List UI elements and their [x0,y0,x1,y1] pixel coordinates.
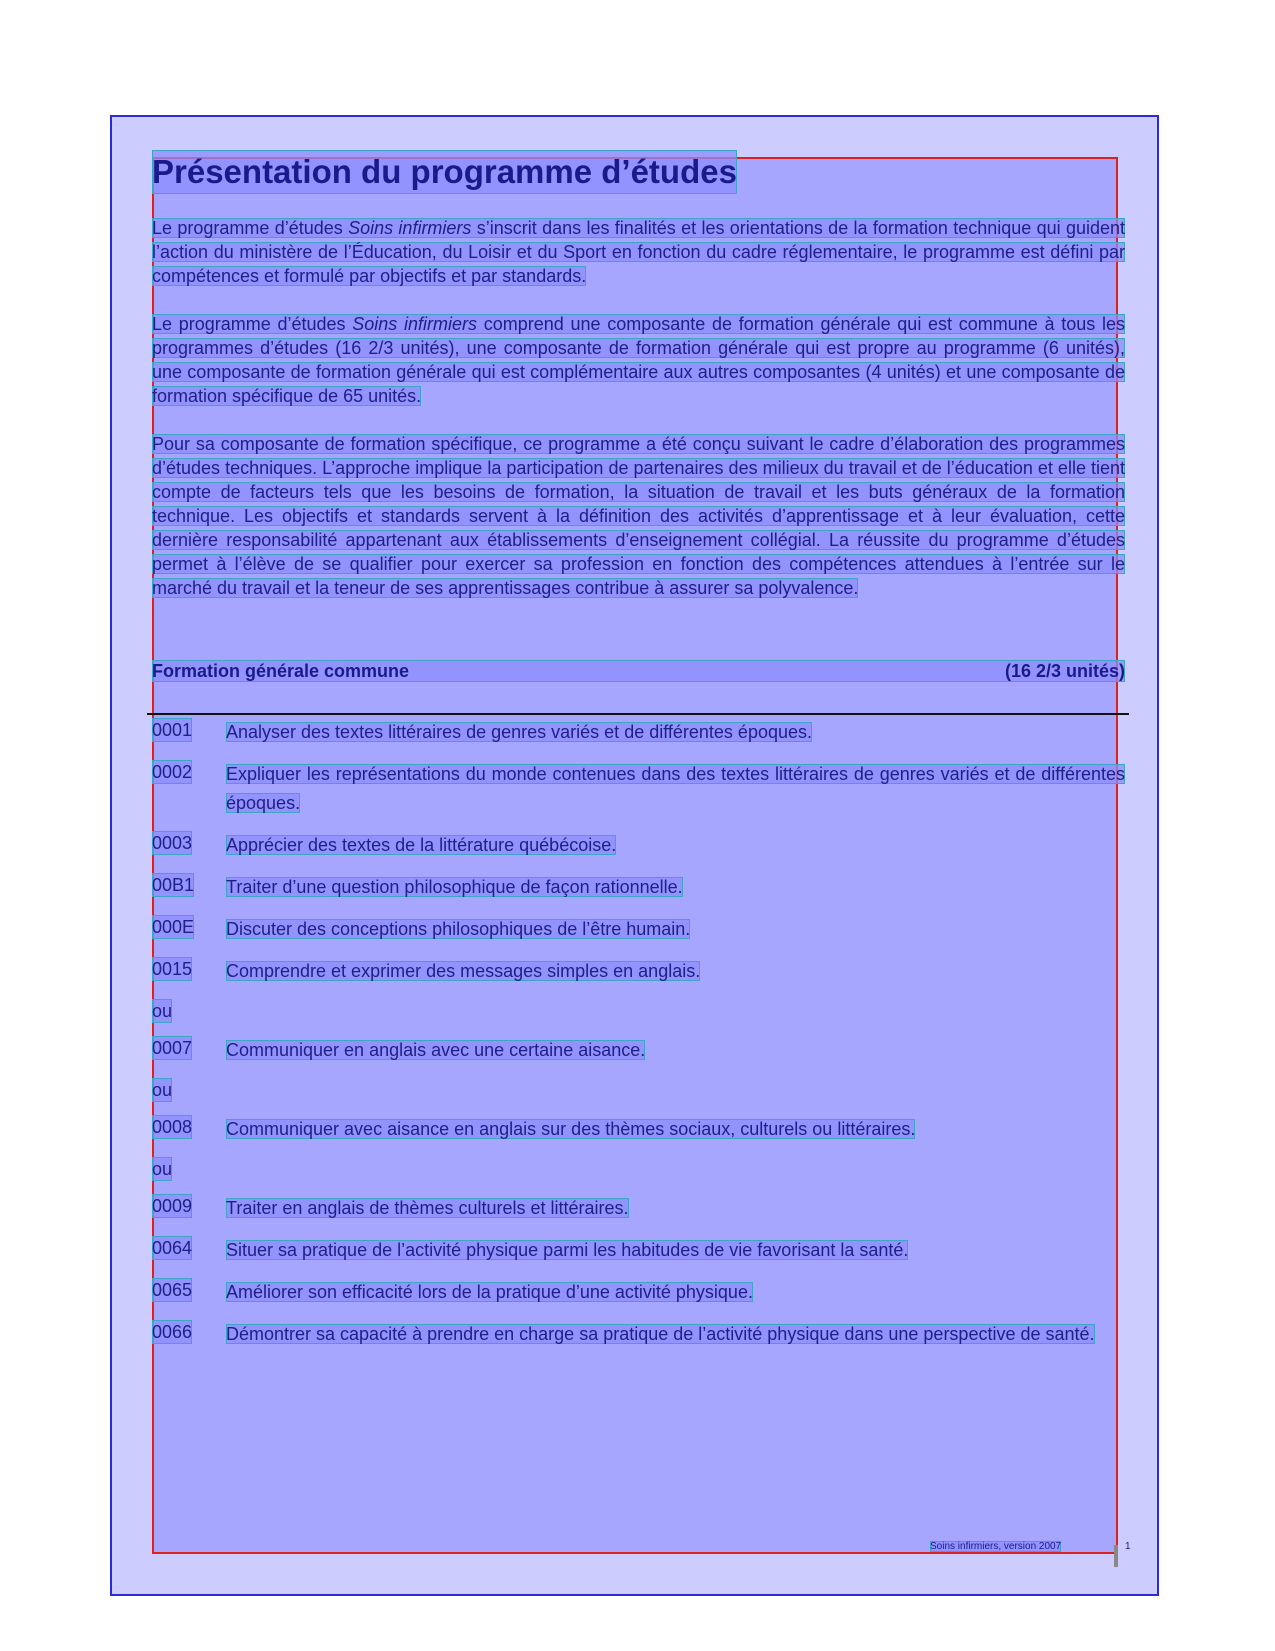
paragraph-specific [152,432,1125,600]
paragraph-composition [152,312,1125,408]
paragraph-specific-text: Pour sa composante de formation spécifique, ce programme a été conçu suivant le cadre d’élaboration des programmes d’études techniques. L’approche implique la participation de partenaires des milieux du travail et de l’éducation et elle tient compte de facteurs tels que les besoins de formation, la situation de travail et les buts généraux de la formation technique. Les objectifs et standards servent à la définition des activités d’apprentissage et à leur évaluation, cette dernière responsabilité appartenant aux établissements d’enseignement collégial. La réussite du programme d’études permet à l’élève de se qualifier pour exercer sa profession en fonction des compétences attendues à l’entrée sur le marché du travail et la teneur de ses apprentissages contribue à assurer sa polyvalence. [152,434,1125,598]
course-code-cell [152,1194,226,1223]
course-code-cell [152,1078,226,1102]
course-code: 00B1 [152,875,195,895]
course-title-cell [226,718,1125,747]
course-row [152,1036,1125,1065]
course-row [152,957,1125,986]
course-row [152,873,1125,902]
course-title: Améliorer son efficacité lors de la pratique d’une activité physique. [226,1282,753,1302]
course-alternative [152,1157,1125,1181]
course-code-cell [152,1278,226,1307]
course-code-cell [152,873,226,902]
page-marker [1114,1545,1118,1567]
course-title-cell [226,873,1125,902]
course-title: Analyser des textes littéraires de genres variés et de différentes époques. [226,722,813,742]
paragraph-composition-text: Le programme d’études Soins infirmiers comprend une composante de formation générale qui est commune à tous les programmes d’études (16 2/3 unités), une composante de formation générale qui est propre au programme (6 unités), une composante de formation générale qui est complémentaire aux autres composantes (4 unités) et une composante de formation spécifique de 65 unités. [152,314,1125,406]
course-code: ou [152,1001,173,1021]
course-code-cell [152,1036,226,1065]
course-title-cell [226,1194,1125,1223]
course-code: 000E [152,917,195,937]
course-title-cell [226,831,1125,860]
course-code-cell [152,760,226,818]
page-title: Présentation du programme d’études [152,150,737,194]
program-name: Soins infirmiers [348,218,472,238]
course-code-cell [152,1115,226,1144]
course-title: Comprendre et exprimer des messages simples en anglais. [226,961,701,981]
course-title: Apprécier des textes de la littérature québécoise. [226,835,617,855]
course-title: Expliquer les représentations du monde contenues dans des textes littéraires de genres variés et de différentes époques. [226,764,1125,813]
footer-text: Soins infirmiers, version 2007 [930,1541,1062,1552]
course-row [152,1236,1125,1265]
course-title: Communiquer en anglais avec une certaine aisance. [226,1040,646,1060]
course-row [152,1278,1125,1307]
course-row [152,1194,1125,1223]
course-code: 0064 [152,1238,193,1258]
course-alternative [152,999,1125,1023]
section-heading [152,660,1125,682]
course-code-cell [152,957,226,986]
course-code: 0008 [152,1117,193,1137]
course-row [152,915,1125,944]
section-label: Formation générale commune [152,661,410,681]
course-title-cell [226,1115,1125,1144]
course-code: 0002 [152,762,193,782]
course-title: Traiter en anglais de thèmes culturels et littéraires. [226,1198,629,1218]
course-title-cell [226,1278,1125,1307]
course-code: 0001 [152,720,193,740]
course-title: Situer sa pratique de l’activité physique parmi les habitudes de vie favorisant la santé. [226,1240,909,1260]
course-code: 0009 [152,1196,193,1216]
course-code-cell [152,999,226,1023]
page-number: 1 [1125,1541,1131,1552]
course-row [152,718,1125,747]
course-code-cell [152,1236,226,1265]
course-code: 0066 [152,1322,193,1342]
course-title-cell [226,760,1125,818]
section-units: (16 2/3 unités) [1004,661,1125,681]
course-row [152,1115,1125,1144]
course-code: 0015 [152,959,193,979]
course-code-cell [152,831,226,860]
course-code: ou [152,1159,173,1179]
course-code: 0003 [152,833,193,853]
paragraph-intro [152,216,1125,288]
course-title: Traiter d’une question philosophique de façon rationnelle. [226,877,683,897]
program-name: Soins infirmiers [352,314,478,334]
course-title-cell [226,1036,1125,1065]
course-title-cell [226,1320,1125,1349]
course-code-cell [152,915,226,944]
document-content [152,150,1125,1362]
course-title: Discuter des conceptions philosophiques de l’être humain. [226,919,691,939]
course-code: 0007 [152,1038,193,1058]
course-code-cell [152,1157,226,1181]
paragraph-intro-text: Le programme d’études Soins infirmiers s’inscrit dans les finalités et les orientations de la formation technique qui guident l’action du ministère de l’Éducation, du Loisir et du Sport en fonction du cadre réglementaire, le programme est défini par compétences et formulé par objectifs et par standards. [152,218,1126,286]
course-title-cell [226,957,1125,986]
course-code-cell [152,718,226,747]
course-title: Démontrer sa capacité à prendre en charge sa pratique de l’activité physique dans une perspective de santé. [226,1324,1095,1344]
course-code: ou [152,1080,173,1100]
course-row [152,1320,1125,1349]
course-row [152,760,1125,818]
course-row [152,831,1125,860]
course-title-cell [226,1236,1125,1265]
course-alternative [152,1078,1125,1102]
course-title-cell [226,915,1125,944]
course-list [152,718,1125,1349]
course-code-cell [152,1320,226,1349]
course-code: 0065 [152,1280,193,1300]
course-title: Communiquer avec aisance en anglais sur des thèmes sociaux, culturels ou littéraires. [226,1119,916,1139]
